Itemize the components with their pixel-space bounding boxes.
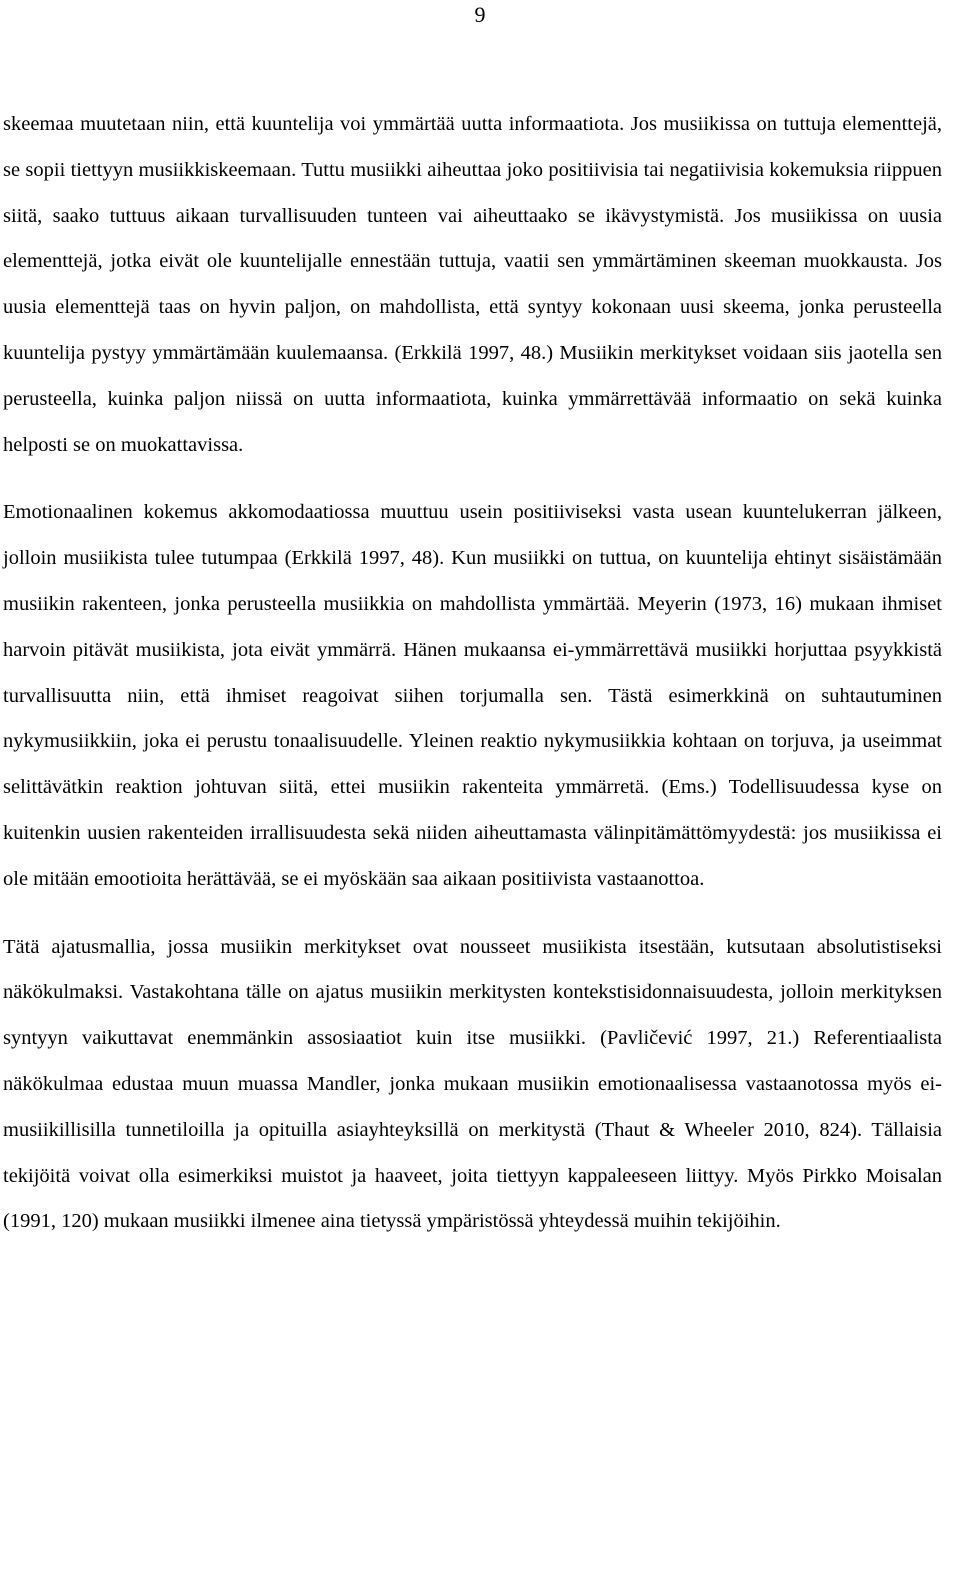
paragraph-2: Emotionaalinen kokemus akkomodaatiossa muuttuu usein positiiviseksi vasta usean kuuntelukerran jälkeen, jolloin musiikista tulee tutumpaa (Erkkilä 1997, 48). Kun musiikki on tuttua, on kuuntelija ehtinyt sisäistämään musiikin rakenteen, jonka perusteella musiikkia on mahdollista ymmärtää. Meyerin (1973, 16) mukaan ihmiset harvoin pitävät musiikista, jota eivät ymmärrä. Hänen mukaansa ei-ymmärrettävä musiikki horjuttaa psyykkistä turvallisuutta niin, että ihmiset reagoivat siihen torjumalla sen. Tästä esimerkkinä on suhtautuminen nykymusiikkiin, joka ei perustu tonaalisuudelle. Yleinen reaktio nykymusiikkia kohtaan on torjuva, ja useimmat selittävätkin reaktion johtuvan siitä, ettei musiikin rakenteita ymmärretä. (Ems.) Todellisuudessa kyse on kuitenkin uusien rakenteiden irrallisuudesta sekä niiden aiheuttamasta välinpitämättömyydestä: jos musiikissa ei ole mitään emootioita herättävää, se ei myöskään saa aikaan positiivista vastaanottoa.	[3, 501, 942, 890]
paragraph-3: Tätä ajatusmallia, jossa musiikin merkitykset ovat nousseet musiikista itsestään, kutsutaan absolutistiseksi näkökulmaksi. Vastakohtana tälle on ajatus musiikin merkitysten kontekstisidonnaisuudesta, jolloin merkityksen syntyyn vaikuttavat enemmänkin assosiaatiot kuin itse musiikki. (Pavličević 1997, 21.) Referentiaalista näkökulmaa edustaa muun muassa Mandler, jonka mukaan musiikin emotionaalisessa vastaanotossa myös ei-musiikillisilla tunnetiloilla ja opituilla asiayhteyksillä on merkitystä (Thaut & Wheeler 2010, 824). Tällaisia tekijöitä voivat olla esimerkiksi muistot ja haaveet, joita tiettyyn kappaleeseen liittyy. Myös Pirkko Moisalan (1991, 120) mukaan musiikki ilmenee aina tietyssä ympäristössä yhteydessä muihin tekijöihin.	[3, 935, 942, 1233]
page-number: 9	[474, 2, 486, 27]
body-text	[3, 102, 942, 1245]
paragraph-1: skeemaa muutetaan niin, että kuuntelija voi ymmärtää uutta informaatiota. Jos musiikissa on tuttuja elementtejä, se sopii tiettyyn musiikkiskeemaan. Tuttu musiikki aiheuttaa joko positiivisia tai negatiivisia kokemuksia riippuen siitä, saako tuttuus aikaan turvallisuuden tunteen vai aiheuttaako se ikävystymistä. Jos musiikissa on uusia elementtejä, jotka eivät ole kuuntelijalle ennestään tuttuja, vaatii sen ymmärtäminen skeeman muokkausta. Jos uusia elementtejä taas on hyvin paljon, on mahdollista, että syntyy kokonaan uusi skeema, jonka perusteella kuuntelija pystyy ymmärtämään kuulemaansa. (Erkkilä 1997, 48.) Musiikin merkitykset voidaan siis jaotella sen perusteella, kuinka paljon niissä on uutta informaatiota, kuinka ymmärrettävää informaatio on sekä kuinka helposti se on muokattavissa.	[3, 113, 942, 456]
